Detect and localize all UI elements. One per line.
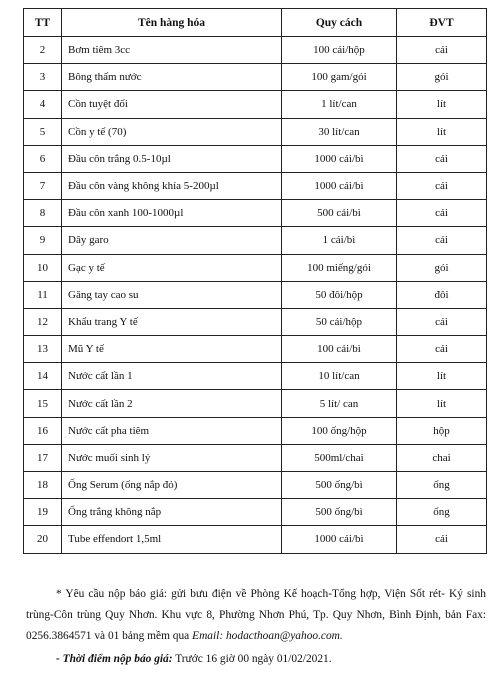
table-row (24, 444, 487, 471)
item-unit: cái (397, 526, 487, 553)
deadline-text: Trước 16 giờ 00 ngày 01/02/2021. (175, 653, 332, 665)
table-row (24, 499, 487, 526)
item-specification: 50 đôi/hộp (282, 281, 397, 308)
item-specification: 500 ống/bì (282, 472, 397, 499)
item-name: Ống trắng không nắp (62, 499, 282, 526)
item-name: Cồn tuyệt đối (62, 91, 282, 118)
row-number: 20 (24, 526, 62, 553)
table-row (24, 526, 487, 553)
table-row (24, 145, 487, 172)
table-row (24, 281, 487, 308)
item-unit: gói (397, 254, 487, 281)
item-name: Nước muối sinh lý (62, 444, 282, 471)
row-number: 14 (24, 363, 62, 390)
items-table (23, 8, 487, 554)
item-unit: chai (397, 444, 487, 471)
item-unit: đôi (397, 281, 487, 308)
item-specification: 1000 cái/bì (282, 172, 397, 199)
item-unit: ống (397, 472, 487, 499)
items-table-container (23, 8, 486, 554)
item-unit: lít (397, 390, 487, 417)
item-specification: 500 cái/bì (282, 200, 397, 227)
table-row (24, 363, 487, 390)
item-name: Đầu côn xanh 100-1000µl (62, 200, 282, 227)
item-specification: 100 cái/bì (282, 336, 397, 363)
row-number: 18 (24, 472, 62, 499)
row-number: 16 (24, 417, 62, 444)
item-name: Cồn y tế (70) (62, 118, 282, 145)
item-specification: 5 lít/ can (282, 390, 397, 417)
item-unit: cái (397, 172, 487, 199)
item-name: Nước cất pha tiêm (62, 417, 282, 444)
table-row (24, 472, 487, 499)
item-name: Ống Serum (ống nắp đỏ) (62, 472, 282, 499)
submission-deadline (26, 649, 486, 670)
table-row (24, 336, 487, 363)
item-specification: 1 cái/bì (282, 227, 397, 254)
item-specification: 30 lít/can (282, 118, 397, 145)
table-row (24, 172, 487, 199)
item-specification: 1000 cái/bì (282, 145, 397, 172)
row-number: 4 (24, 91, 62, 118)
request-text: * Yêu cầu nộp báo giá: gửi bưu điện về Phòng Kế hoạch-Tổng hợp, Viện Sốt rét- Ký sinh trùng-Côn trùng Quy Nhơn. Khu vực 8, Phường Nhơn Phú, Tp. Quy Nhơn, Bình Định, bản Fax: 0256.3864571 và 01 bảng mềm qua (26, 588, 486, 642)
row-number: 8 (24, 200, 62, 227)
item-unit: lít (397, 363, 487, 390)
table-row (24, 118, 487, 145)
item-unit: ống (397, 499, 487, 526)
item-specification: 100 ống/hộp (282, 417, 397, 444)
notes-section (26, 584, 486, 670)
item-specification: 100 gam/gói (282, 64, 397, 91)
item-name: Gạc y tế (62, 254, 282, 281)
item-unit: gói (397, 64, 487, 91)
row-number: 5 (24, 118, 62, 145)
item-name: Nước cất lần 2 (62, 390, 282, 417)
item-unit: cái (397, 336, 487, 363)
submission-request (26, 584, 486, 647)
item-unit: cái (397, 145, 487, 172)
row-number: 6 (24, 145, 62, 172)
row-number: 10 (24, 254, 62, 281)
row-number: 7 (24, 172, 62, 199)
item-name: Bơm tiêm 3cc (62, 37, 282, 64)
row-number: 12 (24, 308, 62, 335)
item-specification: 500 ống/bì (282, 499, 397, 526)
item-unit: lít (397, 118, 487, 145)
item-name: Mũ Y tế (62, 336, 282, 363)
row-number: 9 (24, 227, 62, 254)
table-row (24, 91, 487, 118)
item-name: Bông thấm nước (62, 64, 282, 91)
table-row (24, 254, 487, 281)
item-name: Đầu côn trắng 0.5-10µl (62, 145, 282, 172)
header-item-name: Tên hàng hóa (62, 9, 282, 37)
item-name: Nước cất lần 1 (62, 363, 282, 390)
header-specification: Quy cách (282, 9, 397, 37)
item-unit: cái (397, 227, 487, 254)
item-name: Găng tay cao su (62, 281, 282, 308)
row-number: 13 (24, 336, 62, 363)
header-unit: ĐVT (397, 9, 487, 37)
table-row (24, 390, 487, 417)
item-name: Đầu côn vàng không khía 5-200µl (62, 172, 282, 199)
row-number: 3 (24, 64, 62, 91)
item-unit: cái (397, 37, 487, 64)
row-number: 17 (24, 444, 62, 471)
item-specification: 1000 cái/bì (282, 526, 397, 553)
deadline-label: - Thời điểm nộp báo giá: (56, 653, 173, 665)
item-unit: cái (397, 308, 487, 335)
item-specification: 100 miếng/gói (282, 254, 397, 281)
table-row (24, 417, 487, 444)
row-number: 2 (24, 37, 62, 64)
table-row (24, 37, 487, 64)
row-number: 11 (24, 281, 62, 308)
item-specification: 50 cái/hộp (282, 308, 397, 335)
item-name: Dây garo (62, 227, 282, 254)
table-row (24, 200, 487, 227)
item-specification: 1 lít/can (282, 91, 397, 118)
item-specification: 10 lít/can (282, 363, 397, 390)
email-label: Email: (192, 630, 224, 642)
table-row (24, 64, 487, 91)
email-address: hodacthoan@yahoo.com. (225, 630, 343, 642)
item-name: Tube effendort 1,5ml (62, 526, 282, 553)
item-unit: lít (397, 91, 487, 118)
table-header-row (24, 9, 487, 37)
item-specification: 100 cái/hộp (282, 37, 397, 64)
item-unit: cái (397, 200, 487, 227)
item-name: Khẩu trang Y tế (62, 308, 282, 335)
header-tt: TT (24, 9, 62, 37)
row-number: 15 (24, 390, 62, 417)
item-unit: hộp (397, 417, 487, 444)
table-row (24, 227, 487, 254)
row-number: 19 (24, 499, 62, 526)
table-row (24, 308, 487, 335)
item-specification: 500ml/chai (282, 444, 397, 471)
